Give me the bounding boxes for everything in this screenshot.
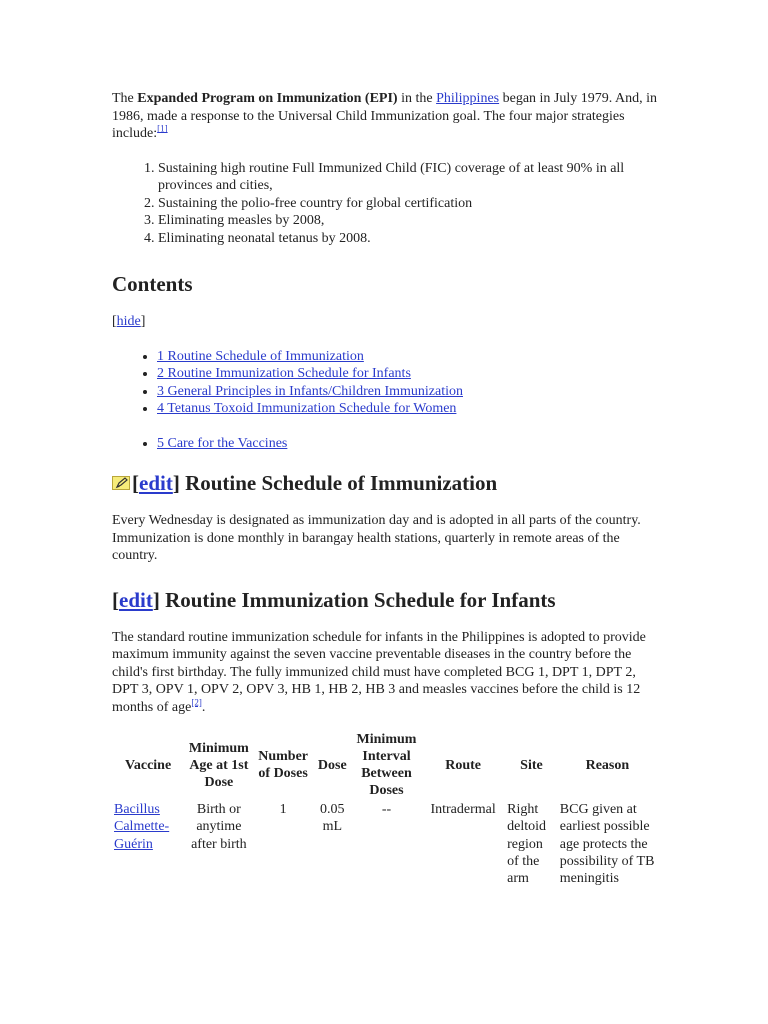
section-title: Routine Schedule of Immunization [179, 471, 498, 495]
section-title: Routine Immunization Schedule for Infants [159, 587, 556, 612]
header-dose: Dose [317, 757, 347, 773]
strategies-list [112, 160, 657, 248]
section-1-paragraph: Every Wednesday is designated as immunization day and is adopted in all parts of the country. Immunization is done monthly in barangay health stations, quarterly in remote areas of the country. [112, 513, 641, 563]
cell-min-age: Birth or anytime after birth [191, 802, 247, 852]
bracket-open: [ [112, 587, 119, 612]
strategy-item: 2. Sustaining the polio-free country for global certification [158, 195, 657, 213]
toc-item [157, 383, 657, 401]
reference-1-link[interactable]: [1] [157, 123, 168, 134]
toc-item [157, 365, 657, 383]
bcg-vaccine-link[interactable]: Bacillus Calmette-Guérin [114, 802, 170, 852]
header-reason: Reason [585, 757, 630, 773]
toc-list-second [112, 435, 657, 453]
intro-text-in-the: in the [397, 91, 437, 106]
toc-item [157, 400, 657, 418]
header-number-doses: Number of Doses [258, 749, 308, 781]
toc-item [157, 348, 657, 366]
section-heading-infant-schedule [112, 587, 657, 613]
philippines-link[interactable]: Philippines [436, 91, 500, 106]
toc-link-routine-schedule[interactable]: 1 Routine Schedule of Immunization [157, 348, 364, 364]
cell-vaccine [112, 799, 184, 889]
period: . [201, 699, 206, 715]
header-route: Route [445, 757, 482, 773]
immunization-schedule-table [112, 731, 657, 889]
table-row [112, 799, 657, 889]
strategy-item: 3. Eliminating measles by 2008, [158, 212, 657, 230]
cell-route: Intradermal [430, 802, 496, 817]
edit-section-1-link[interactable]: edit [139, 471, 173, 495]
table-header-row [112, 731, 657, 799]
cell-reason: BCG given at earliest possible age protects the possibility of TB meningitis [559, 802, 655, 887]
toc-link-general-principles[interactable]: 3 General Principles in Infants/Children Immunization [157, 383, 463, 399]
intro-epi-bold: Expanded Program on Immunization (EPI) [137, 91, 398, 106]
pencil-edit-icon[interactable] [112, 476, 130, 490]
bracket-close: ] [140, 314, 146, 329]
section-heading-routine-schedule [112, 470, 657, 496]
contents-heading: Contents [112, 272, 193, 296]
cell-dose: 0.05 mL [320, 802, 345, 835]
toc-link-infant-schedule[interactable]: 2 Routine Immunization Schedule for Infants [157, 366, 411, 381]
header-site: Site [520, 757, 543, 773]
hide-toc-link[interactable]: hide [116, 314, 141, 329]
edit-section-2-link[interactable]: edit [119, 587, 153, 612]
header-vaccine: Vaccine [125, 757, 172, 773]
intro-text-rest: began in July 1979. And, in 1986, made a response to the Universal Child Immunization goal. The four major strategies include: [112, 91, 657, 141]
cell-interval: -- [381, 802, 392, 817]
cell-site: Right deltoid region of the arm [507, 802, 547, 887]
bracket-close: ] [152, 587, 160, 612]
header-min-interval: Minimum Interval Between Doses [356, 732, 417, 798]
section-2-paragraph [112, 629, 657, 717]
intro-text-the: The [112, 91, 138, 106]
bracket-open: [ [112, 314, 117, 329]
section-2-text: The standard routine immunization schedule for infants in the Philippines is adopted to provide maximum immunity against the seven vaccine preventable diseases in the country before the child's first birthday. The fully immunized child must have completed BCG 1, DPT 1, DPT 2, DPT 3, OPV 1, OPV 2, OPV 3, HB 1, HB 2, HB 3 and measles vaccines before the child is 12 months of age [112, 629, 646, 715]
reference-2-link[interactable]: [2] [191, 696, 202, 707]
intro-paragraph [112, 90, 657, 143]
cell-doses: 1 [279, 802, 287, 817]
strategy-item: 4. Eliminating neonatal tetanus by 2008. [158, 230, 657, 248]
toc-link-care-vaccines[interactable]: 5 Care for the Vaccines [157, 435, 288, 451]
bracket-open: [ [132, 471, 139, 495]
toc-toggle [112, 313, 657, 331]
toc-link-tetanus-toxoid[interactable]: 4 Tetanus Toxoid Immunization Schedule for Women [157, 401, 457, 416]
article-body [112, 90, 657, 889]
toc-item [157, 435, 657, 453]
header-min-age: Minimum Age at 1st Dose [188, 740, 249, 790]
bracket-close: ] [172, 471, 180, 495]
strategy-item: 1. Sustaining high routine Full Immunized Child (FIC) coverage of at least 90% in all provinces and cities, [158, 160, 657, 195]
toc-list [112, 348, 657, 418]
